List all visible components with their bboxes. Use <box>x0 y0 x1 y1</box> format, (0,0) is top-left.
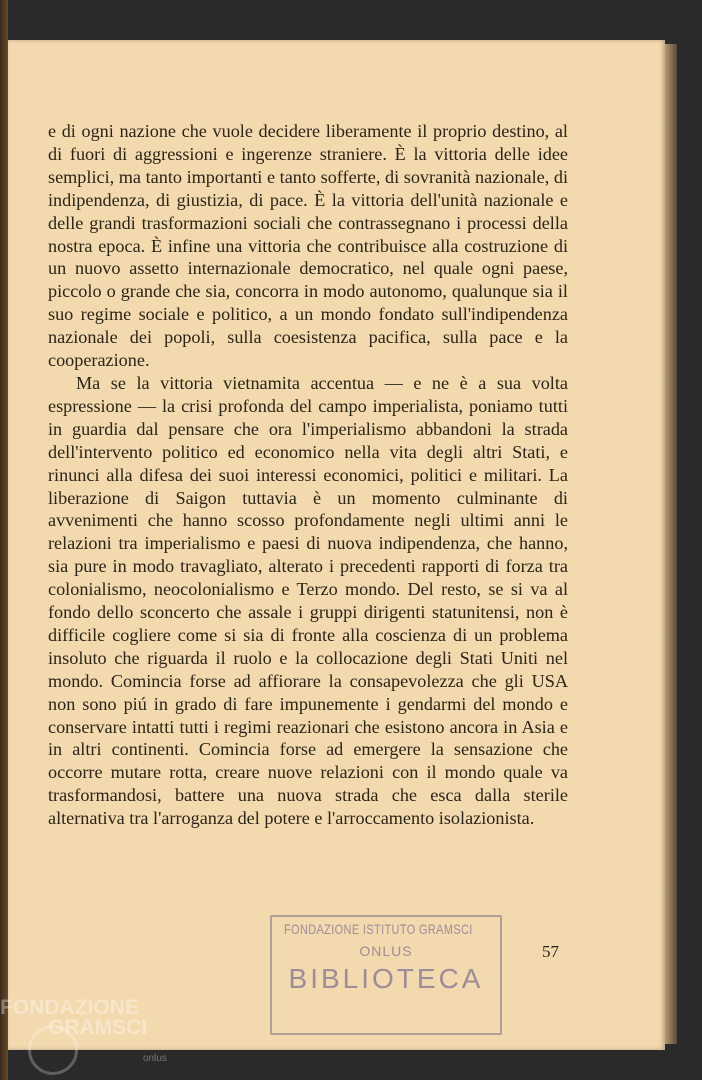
body-text <box>48 120 568 830</box>
paragraph-2: Ma se la vittoria vietnamita accentua — e ne è a sua volta espressione — la crisi profonda del campo imperialista, poniamo tutti in guardia dal pensare che ora l'imperialismo abbandoni la strada dell'intervento politico ed economico nella vita degli altri Stati, e rinunci alla difesa dei suoi interessi economici, politici e militari. La liberazione di Saigon tuttavia è un momento culminante di avvenimenti che hanno scosso profondamente negli ultimi anni le relazioni tra imperialismo e paesi di nuova indipendenza, che hanno, sia pure in modo travagliato, alterato i precedenti rapporti di forza tra colonialismo, neocolonialismo e Terzo mondo. Del resto, se si va al fondo dello sconcerto che assale i gruppi dirigenti statunitensi, non è difficile cogliere come si sia di fronte alla coscienza di un problema insoluto che riguarda il ruolo e la collocazione degli Stati Uniti nel mondo. Comincia forse ad affiorare la consapevolezza che gli USA non sono piú in grado di fare impunemente i gendarmi del mondo e conservare intatti tutti i regimi reazionari che esistono ancora in Asia e in altri continenti. Comincia forse ad emergere la sensazione che occorre mutare rotta, creare nuove relazioni con il mondo quale va trasformandosi, battere una nuova strada che esca dalla sterile alternativa tra l'arroganza del potere e l'arroccamento isolazionista. <box>48 372 568 829</box>
library-stamp <box>270 915 502 1035</box>
watermark-logo-icon <box>28 1025 78 1075</box>
watermark-line2: GRAMSCI <box>48 1016 148 1039</box>
watermark-line1: FONDAZIONE <box>0 996 139 1019</box>
watermark-sub: onlus <box>143 1053 167 1064</box>
page-edge <box>665 44 677 1044</box>
watermark-text <box>0 998 147 1038</box>
stamp-biblioteca: BIBLIOTECA <box>288 963 484 994</box>
paragraph-1: e di ogni nazione che vuole decidere liberamente il proprio destino, al di fuori di aggressioni e ingerenze straniere. È la vittoria delle idee semplici, ma tanto importanti e tanto sofferte, di sovranità nazionale, di indipendenza, di giustizia, di pace. È la vittoria dell'unità nazionale e delle grandi trasformazioni sociali che contrassegnano i processi della nostra epoca. È infine una vittoria che contribuisce alla costruzione di un nuovo assetto internazionale democratico, nel quale ogni paese, piccolo o grande che sia, concorra in modo autonomo, qualunque sia il suo regime sociale e politico, a un mondo fondato sull'indipendenza nazionale dei popoli, sulla coesistenza pacifica, sulla pace e la cooperazione. <box>48 121 568 371</box>
backdrop <box>0 0 8 1080</box>
page-number: 57 <box>542 942 559 961</box>
stamp-onlus: ONLUS <box>359 943 413 959</box>
book-page <box>8 40 665 1050</box>
stamp-institution: FONDAZIONE ISTITUTO GRAMSCI <box>284 921 473 937</box>
